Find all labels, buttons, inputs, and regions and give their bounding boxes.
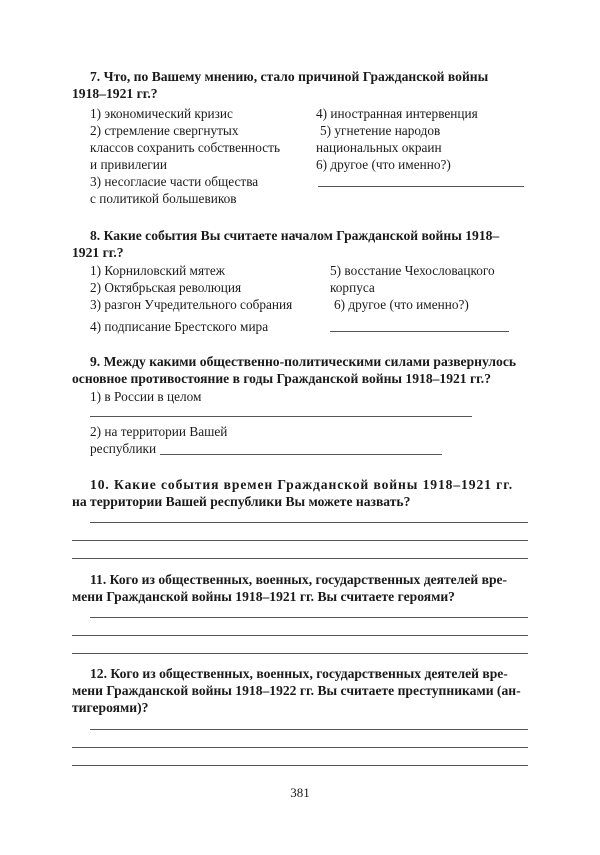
- q7-option-3-cont: с политикой большевиков: [90, 191, 237, 206]
- q7-title-line2: 1918–1921 гг.?: [72, 86, 158, 101]
- q10-title-line1: 10. Какие события времен Гражданской войны 1918–1921 гг.: [90, 477, 514, 492]
- q8-option-6: 6) другое (что именно?): [334, 297, 469, 312]
- q8-option-3: 3) разгон Учредительного собрания: [90, 297, 293, 312]
- q8-title-line1: 8. Какие события Вы считаете началом Гражданской войны 1918–: [90, 228, 500, 243]
- q11-answer-line-1[interactable]: [90, 617, 528, 618]
- q9-title-line2: основное противостояние в годы Гражданской войны 1918–1921 гг.?: [72, 371, 492, 386]
- q7-option-5: 5) угнетение народов: [320, 123, 441, 138]
- q12-title-line1: 12. Кого из общественных, военных, государственных деятелей вре-: [90, 666, 508, 681]
- q7-option-2: 2) стремление свергнутых: [90, 123, 239, 138]
- q10-answer-line-2[interactable]: [72, 540, 528, 541]
- q9-answer-1-label: 1) в России в целом: [90, 389, 202, 404]
- q9-answer-2-line[interactable]: [160, 454, 442, 455]
- q9-title-line1: 9. Между какими общественно-политическими силами развернулось: [90, 354, 517, 369]
- q8-option-5: 5) восстание Чехословацкого: [330, 263, 495, 278]
- q10-answer-line-3[interactable]: [72, 558, 528, 559]
- q12-title-line2: мени Гражданской войны 1918–1922 гг. Вы считаете преступниками (ан-: [72, 683, 521, 698]
- q8-option-1: 1) Корниловский мятеж: [90, 263, 225, 278]
- q7-title-line1: 7. Что, по Вашему мнению, стало причиной Гражданской войны: [90, 69, 489, 84]
- q7-option-2-cont: классов сохранить собственность: [90, 140, 281, 155]
- q7-other-answer-line[interactable]: [318, 186, 524, 187]
- q11-title-line2: мени Гражданской войны 1918–1921 гг. Вы считаете героями?: [72, 589, 455, 604]
- q7-option-4: 4) иностранная интервенция: [316, 106, 478, 121]
- q10-answer-line-1[interactable]: [90, 522, 528, 523]
- q8-option-4: 4) подписание Брестского мира: [90, 319, 269, 334]
- q12-answer-line-2[interactable]: [72, 747, 528, 748]
- q7-option-2-cont2: и привилегии: [90, 157, 167, 172]
- q12-answer-line-3[interactable]: [72, 765, 528, 766]
- q7-option-3: 3) несогласие части общества: [90, 174, 259, 189]
- q8-title-line2: 1921 гг.?: [72, 245, 124, 260]
- q7-option-1: 1) экономический кризис: [90, 106, 233, 121]
- q12-answer-line-1[interactable]: [90, 729, 528, 730]
- q9-answer-2-label: 2) на территории Вашей: [90, 424, 228, 439]
- q10-title-line2: на территории Вашей республики Вы можете назвать?: [72, 494, 411, 509]
- q11-answer-line-2[interactable]: [72, 635, 528, 636]
- q11-title-line1: 11. Кого из общественных, военных, государственных деятелей вре-: [90, 572, 508, 587]
- q7-option-5-cont: национальных окраин: [316, 140, 442, 155]
- q12-title-line3: тигероями)?: [72, 700, 149, 715]
- q9-answer-2-label-cont: республики: [90, 441, 157, 456]
- q8-other-answer-line[interactable]: [330, 331, 509, 332]
- q8-option-5-cont: корпуса: [330, 280, 375, 295]
- q8-option-2: 2) Октябрьская революция: [90, 280, 242, 295]
- q7-option-6: 6) другое (что именно?): [316, 157, 451, 172]
- q11-answer-line-3[interactable]: [72, 653, 528, 654]
- q9-answer-1-line[interactable]: [90, 416, 472, 417]
- page-number: 381: [290, 785, 310, 800]
